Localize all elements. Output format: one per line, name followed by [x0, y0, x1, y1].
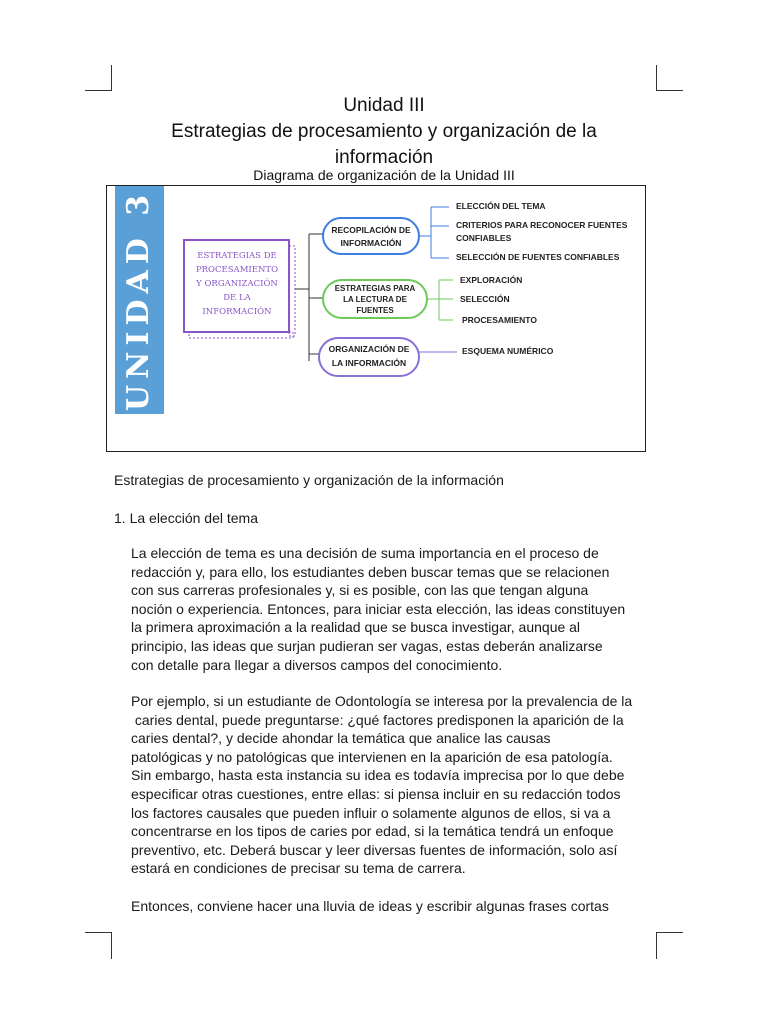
node-label: LA INFORMACIÓN	[331, 358, 407, 368]
crop-mark	[85, 90, 112, 91]
paragraph-line: la primera aproximación a la realidad que se busca investigar, aunque al	[131, 619, 581, 636]
leaf-label: CONFIABLES	[456, 233, 512, 243]
page-title-line2: información	[334, 147, 434, 168]
crop-mark	[656, 932, 683, 933]
paragraph-line: preventivo, etc. Deberá buscar y leer diversas fuentes de información, solo así	[131, 841, 618, 858]
leaf-label: PROCESAMIENTO	[462, 315, 537, 325]
paragraph-line: principio, las ideas que surjan pudieran ser vagas, estas deberán analizarse	[131, 638, 603, 654]
paragraph-line: estará en condiciones de precisar su tema de carrera.	[131, 860, 466, 877]
paragraph-line: concentrarse en los tipos de caries por edad, si la temática tendrá un enfoque	[131, 823, 614, 840]
node-recopilacion	[323, 218, 419, 254]
leaf-label: SELECCIÓN	[460, 294, 510, 304]
paragraph-line: Sin embargo, hasta esta instancia su idea es todavía imprecisa por lo que debe	[131, 767, 625, 784]
crop-mark	[656, 90, 683, 91]
paragraph-line: Entonces, conviene hacer una lluvia de ideas y escribir algunas frases cortas	[131, 898, 609, 914]
central-line: Y ORGANIZACIÓN	[196, 279, 278, 289]
paragraph-line: redacción y, para ello, los estudiantes deben buscar temas que se relacionen	[131, 563, 610, 580]
page-title-line1: Estrategias de procesamiento y organización de la	[171, 121, 597, 142]
central-line: PROCESAMIENTO	[195, 265, 279, 275]
crop-mark	[656, 932, 657, 959]
section-title: Estrategias de procesamiento y organización de la información	[114, 472, 504, 488]
leaf-label: SELECCIÓN DE FUENTES CONFIABLES	[456, 252, 620, 262]
paragraph-line: noción o experiencia. Entonces, para iniciar esta elección, las ideas constituyen	[131, 600, 626, 617]
unit-title: Unidad III	[343, 95, 425, 116]
paragraph-line: los factores causales que pueden influir o solamente algunos de ellos, si va a	[131, 804, 611, 821]
crop-mark	[111, 65, 112, 91]
node-label: RECOPILACIÓN DE	[331, 225, 411, 235]
paragraph-line: caries dental?, y decide ahondar la temática que analice las causas	[131, 730, 551, 747]
paragraph-line: patológicas y no patológicas que intervienen en la aparición de esa patología.	[131, 748, 613, 765]
diagram-svg	[107, 186, 646, 452]
node-label: INFORMACIÓN	[340, 238, 402, 248]
item-heading: 1. La elección del tema	[114, 510, 258, 526]
crop-mark	[85, 932, 112, 933]
leaf-label: EXPLORACIÓN	[460, 275, 523, 285]
crop-mark	[656, 65, 657, 91]
crop-mark	[111, 932, 112, 959]
central-line: ESTRATEGIAS DE	[197, 251, 277, 261]
paragraph-line: caries dental, puede preguntarse: ¿qué factores predisponen la aparición de la	[131, 711, 624, 728]
paragraph-line: especificar otras cuestiones, entre ellas: si piensa incluir en su redacción todos	[131, 786, 621, 802]
central-line: INFORMACIÓN	[202, 307, 272, 317]
paragraph-line: con detalle para llegar a diversos campos del conocimiento.	[131, 656, 503, 673]
unit-diagram	[106, 185, 646, 452]
paragraph-line: con sus carreras profesionales y, si es posible, con las que tengan alguna	[131, 582, 589, 599]
leaf-label: ELECCIÓN DEL TEMA	[456, 201, 546, 211]
node-label: ESTRATEGIAS PARA	[334, 284, 416, 293]
diagram-caption: Diagrama de organización de la Unidad III	[253, 167, 515, 183]
node-label: FUENTES	[356, 306, 394, 315]
paragraph-line: La elección de tema es una decisión de suma importancia en el proceso de	[131, 545, 599, 561]
central-line: DE LA	[223, 293, 251, 303]
leaf-label: ESQUEMA NUMÉRICO	[462, 346, 554, 356]
unit-banner-text: UNIDAD 3	[121, 188, 156, 412]
node-label: ORGANIZACIÓN DE	[328, 344, 410, 354]
paragraph-line: Por ejemplo, si un estudiante de Odontología se interesa por la prevalencia de la	[131, 693, 633, 709]
leaf-label: CRITERIOS PARA RECONOCER FUENTES	[456, 220, 628, 230]
node-label: LA LECTURA DE	[343, 295, 407, 304]
